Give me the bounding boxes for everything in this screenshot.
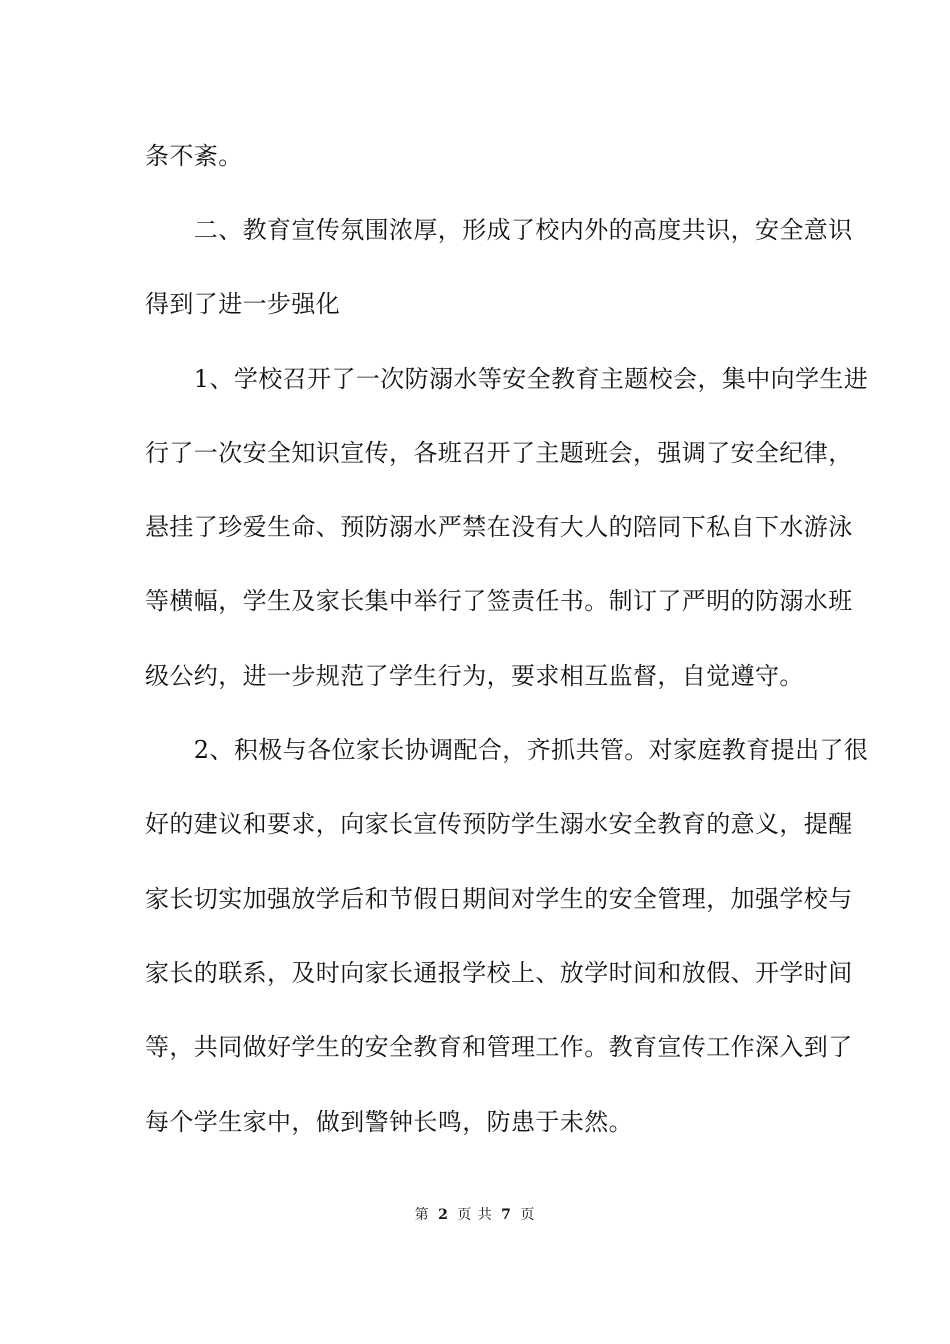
text-line: 条不紊。: [145, 142, 243, 170]
text-line: 等横幅，学生及家长集中举行了签责任书。制订了严明的防溺水班: [145, 587, 853, 615]
text-line: 家长的联系，及时向家长通报学校上、放学时间和放假、开学时间: [145, 959, 853, 987]
text-line: 级公约，进一步规范了学生行为，要求相互监督，自觉遵守。: [145, 662, 804, 690]
footer-prefix: 第: [414, 1207, 430, 1223]
footer-suffix: 页: [520, 1207, 536, 1223]
section-heading-line: 二、教育宣传氛围浓厚，形成了校内外的高度共识，安全意识: [145, 216, 853, 244]
text-line: 2、积极与各位家长协调配合，齐抓共管。对家庭教育提出了很: [145, 736, 869, 764]
section-heading-line: 得到了进一步强化: [145, 290, 341, 318]
current-page-number: 2: [438, 1207, 449, 1223]
footer-middle: 页 共: [457, 1207, 493, 1223]
text-line: 好的建议和要求，向家长宣传预防学生溺水安全教育的意义，提醒: [145, 810, 853, 838]
text-line: 行了一次安全知识宣传，各班召开了主题班会，强调了安全纪律，: [145, 439, 853, 467]
page-footer: [0, 1206, 950, 1224]
total-page-count: 7: [501, 1207, 512, 1223]
text-line: 家长切实加强放学后和节假日期间对学生的安全管理，加强学校与: [145, 885, 853, 913]
text-line: 等，共同做好学生的安全教育和管理工作。教育宣传工作深入到了: [145, 1033, 853, 1061]
text-line: 悬挂了珍爱生命、预防溺水严禁在没有大人的陪同下私自下水游泳: [145, 513, 853, 541]
text-line: 每个学生家中，做到警钟长鸣，防患于未然。: [145, 1108, 633, 1136]
text-line: 1、学校召开了一次防溺水等安全教育主题校会，集中向学生进: [145, 365, 869, 393]
